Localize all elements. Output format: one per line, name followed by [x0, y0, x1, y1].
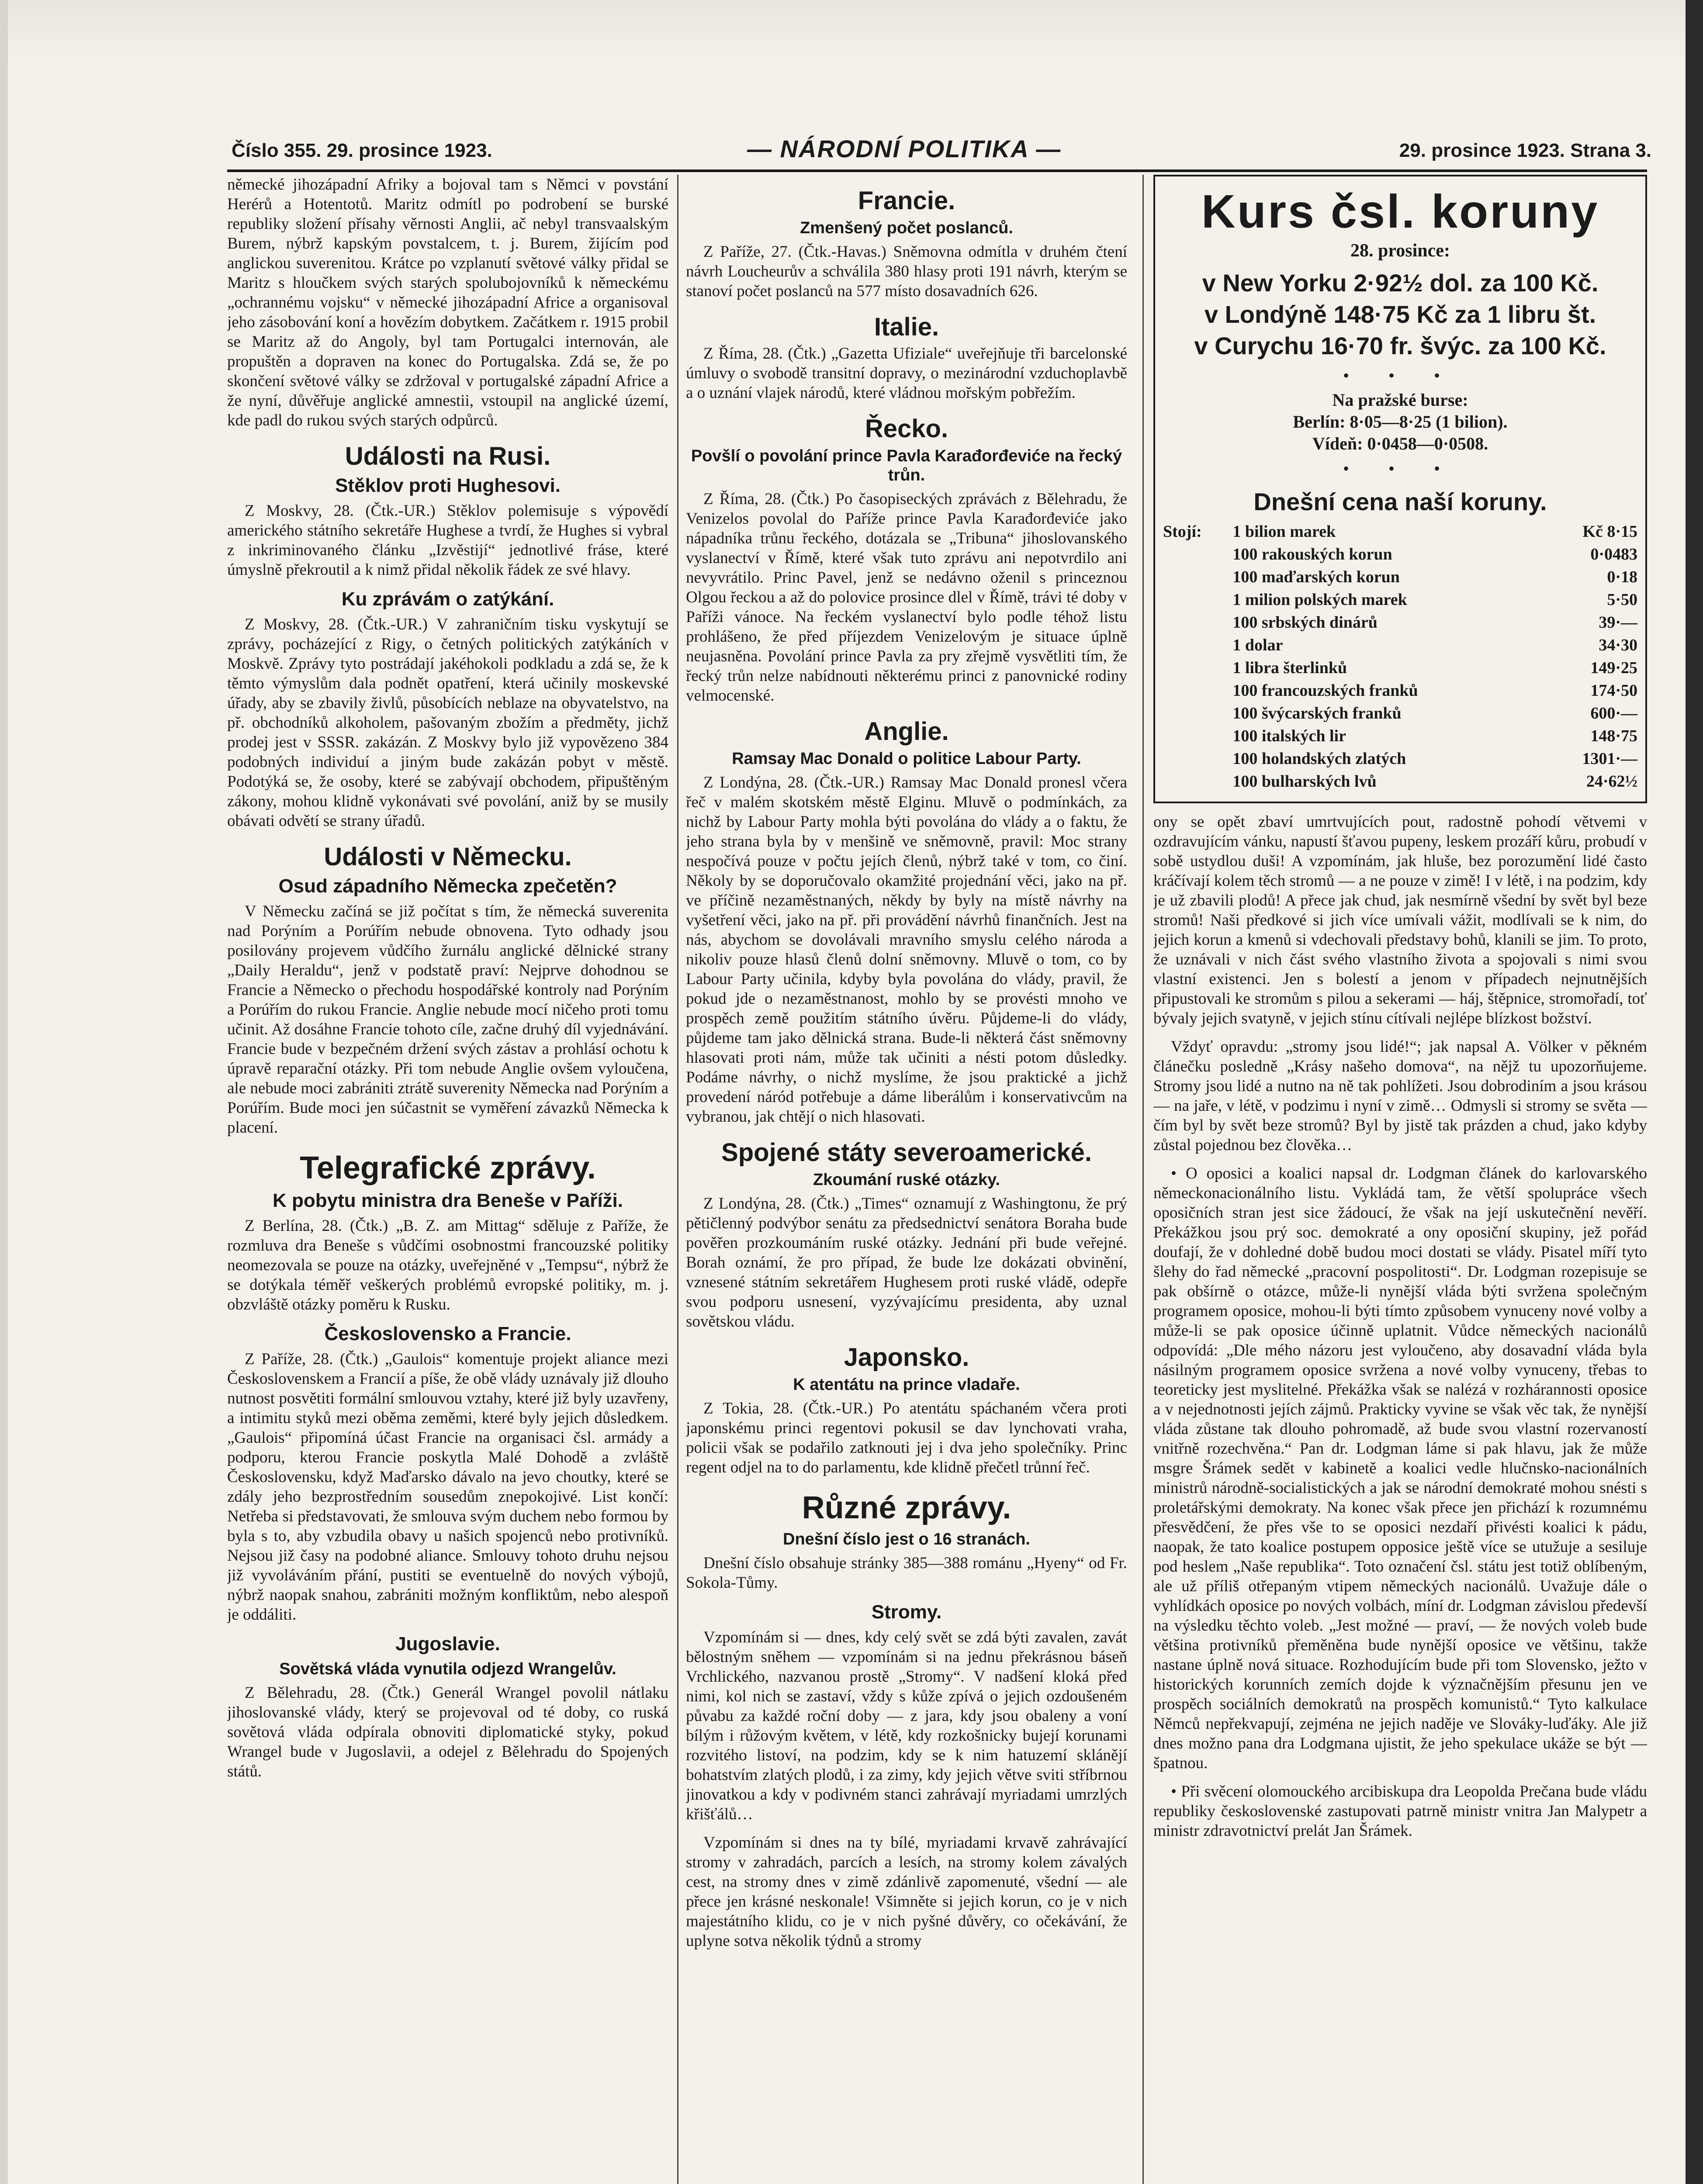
currency-value: 1301·— [1582, 750, 1637, 768]
kurs-ornament: • • • [1343, 459, 1457, 478]
column-separator [677, 175, 678, 2184]
article-ruska-otazka-text: Z Londýna, 28. (Čtk.) „Times“ oznamují z Washingtonu, že prý pětičlenný podvýbor senátu za předsednictví senátora Boraha bude pověřen prozkoumáním ruské otázky. Jednání při bude veřejné. Borah oznámí, že pro případ, že bude lze dokázati obvinění, vznesené státním sekretářem Hughesem proti ruské vládě, odepře svou podporu usnesení, vyzývajícímu presidenta, aby uznal sovětskou vládu. [686, 1195, 1127, 1330]
article-opozice-text: • O oposici a koalici napsal dr. Lodgman článek do karlovarského německonacionálního listu. Vykládá tam, že větší spolupráce všech oposičních stran jest sice žádoucí, že však na její uskutečnění nevěří. Překážkou jsou prý soc. demokraté a ony oposiční skupiny, jež pořád doufají, že v dohledné době budou moci dostati se vlády. Pisatel míří tyto šlehy do řad německé „pracovní pospolitosti“. Dr. Lodgman rozepisuje se pak obšírně o otázce, může-li nynější vláda býti svržena společným programem oposice, mohou-li býti tímto způsobem vynuceny nové volby a může-li se pak oposice účinně uplatnit. Vůdce německých nacionálů odpovídá: „Dle mého názoru jest vyloučeno, aby dosavadní vláda byla násilným programem oposice svržena a nové volby vynuceny, třebas to teoreticky jest myslitelné. Překážka však se nalézá v rozhárannosti oposice a v nejednotnosti jejích zájmů. Prakticky vyvine se však věc tak, že nynější vláda zůstane tak dlouho pohromadě, až bude svou vlastní rozervaností vnitřně rozechvěna.“ Pan dr. Lodgman láme si pak hlavu, jak že může msgre Šrámek sedět v kabinetě a koalici vedle hlučnsko-nacionálních ministrů národně-socialistických a jak se národní demokraté mohou snésti s proletářskými demokraty. Na konec však přece jen přichází k rozumnému přesvědčení, že přes vše to se oposici nezdaří přivésti koalici k pádu, naopak, že tato koalice postupem opposice ještě více se utužuje a sesiluje pod heslem „Naše republika“. Toto označení čsl. státu jest totiž oblíbeným, ale už příliš otřepaným vtipem německých nacionálů. Uvažuje dále o vyhlídkách oposice po nových volbách, míní dr. Lodgman závislou předevší na výsledku těchto voleb. „Jest možné — praví, — že nových voleb bude většina protivníků přeměněna bude nynější oposice ve většinu, takže nastane úplně nová situace. Rozhodujícím bude při tom Slovensko, ježto v historických korunních zemích dojde k význačnějším přesunu jen ve prospěch sociálních demokratů na prospěch komunistů.“ Tyto kalkulace Němců nepřekvapují, zejména ne jejich naděje ve Slováky-luďáky. Ale již dnes možno pana dra Lodgmana ujistit, že jeho spekulace ukáže se být — špatnou. [1153, 1165, 1647, 1772]
page-header [232, 131, 1651, 170]
header-page-number: 29. prosince 1923. Strana 3. [1399, 140, 1651, 161]
article-title-steklov: Stěklov proti Hughesovi. [335, 475, 561, 496]
article-title-ruska-otazka: Zkoumání ruské otázky. [813, 1171, 1000, 1189]
article-maritz-text: německé jihozápadní Afriky a bojoval tam s Němci v povstání Herérů a Hotentotů. Maritz odmítl po podrobení se burské republiky složení přísahy věrnosti Anglii, ač nebyl transvaalským Burem, nýbrž kapským povstalcem, t. j. Burem, žijícím pod anglickou suverenitou. Krátce po vzplanutí světové války přidal se Maritz s hloučkem svých starých spolubojovníků k německému „ochrannému vojsku“ v německé jihozápadní Africe a organisoval jeho zásobování koní a hovězím dobytkem. Začátkem r. 1915 probil se Maritz až do Angoly, byl tam Portugalci internován, ale propuštěn a dopraven na konec do Portugalska. Zdá se, že po skončení světové války se zdržoval v portugalské západní Africe a že nyní, důvěřuje anglické amnestii, vstoupil na anglické území, kde padl do rukou svých starých odpůrců. [227, 176, 668, 429]
currency-row [1161, 611, 1639, 634]
currency-value: 174·50 [1590, 681, 1637, 700]
currency-stoji-label [1161, 588, 1231, 611]
currency-label: 1 dolar [1232, 636, 1283, 654]
currency-value: 600·— [1590, 704, 1637, 722]
article-precan-text: • Při svěcení olomouckého arcibiskupa dra Leopolda Prečana bude vládu republiky československé zastupovati patrně ministr vnitra Jan Malypetr a ministr zdravotnictví prelát Jan Šrámek. [1153, 1783, 1647, 1840]
currency-stoji-label [1161, 747, 1231, 770]
section-title-recko: Řecko. [865, 415, 948, 443]
scan-left-edge [0, 0, 8, 2184]
header-masthead: — NÁRODNÍ POLITIKA — [747, 135, 1062, 162]
article-16-stran-text: Dnešní číslo obsahuje stránky 385—388 románu „Hyeny“ od Fr. Sokola-Tůmy. [686, 1554, 1127, 1592]
currency-label: 100 italských lir [1232, 727, 1346, 745]
article-title-princ-pavel: Povšlí o povolání prince Pavla Karađorđeviće na řecký trůn. [691, 447, 1122, 484]
exchange-rate-box [1153, 175, 1647, 803]
section-title-jugoslavie: Jugoslavie. [395, 1633, 500, 1655]
article-title-zatykani: Ku zprávám o zatýkání. [341, 588, 554, 610]
currency-stoji-label [1161, 543, 1231, 566]
currency-row [1161, 543, 1639, 566]
article-zatykani-text: Z Moskvy, 28. (Čtk.-UR.) V zahraničním tisku vyskytují se zprávy, pocházející z Rigy, o četných politických zatýkáních v Moskvě. Zprávy tyto postrádají jakéhokoli podkladu a zdá se, že k těmto výmyslům dala podnět opatření, která učinily moskevské úřady, aby se zbavily živlů, působících neblaze na obyvatelstvo, na př. obchodníků alkoholem, pašovaným zbožím a předměty, jichž prodej jest v SSSR. zakázán. Z Moskvy bylo již vypovězeno 384 podobných individuí a jiným bude zakázán pobyt v městě. Podotýká se, že osoby, které se zabývají obchodem, připuštěným zákony, mohou klidně vykonávati své povolání, aniž by se musily obávati odvětí se strany úřadů. [227, 615, 668, 830]
currency-row [1161, 725, 1639, 747]
kurs-berlin: Berlín: 8·05—8·25 (1 bilion). [1293, 412, 1508, 432]
currency-row [1161, 566, 1639, 588]
currency-value: 24·62½ [1586, 772, 1637, 791]
article-osud-text: V Německu začíná se již počítat s tím, že německá suverenita nad Porýním a Porúřím nebude obnovena. Tyto odhady jsou posilovány projevem vůdčího žurnálu anglické dělnické strany „Daily Heraldu“, jenž v podstatě praví: Nejprve dohodnou se Francie a Německo o přechodu hospodářské kontroly nad Porýním a Porúřím do rukou Francie. Anglie nebude mocí ničeho proti tomu učinit. Až dosáhne Francie tohoto cíle, začne druhý díl vyjednávání. Francie bude v bezpečném držení svých zástav a prohlásí ochotu k úpravě reparační otázky. Při tom nebude Anglie ovšem vyloučena, ale nebude moci zabrániti ztrátě suverenity Německa nad Porýním a Porúřím. Bude moci jen súčastnit se vyměření závazků Německa k placení. [227, 902, 668, 1137]
article-title-benes: K pobytu ministra dra Beneše v Paříži. [272, 1190, 623, 1211]
currency-table [1161, 520, 1639, 793]
currency-label: 1 bilion marek [1232, 522, 1336, 541]
column-1 [227, 175, 668, 2184]
currency-value: Kč 8·15 [1582, 522, 1637, 541]
article-italie-text: Z Říma, 28. (Čtk.) „Gazetta Ufiziale“ uveřejňuje tři barcelonské úmluvy o svobodě transitní dopravy, o mezinárodní vzduchoplavbě a o uznání vlajek národů, které vládnou mořským pobřežím. [686, 345, 1127, 402]
kurs-viden: Vídeň: 0·0458—0·0508. [1312, 434, 1488, 453]
currency-label: 100 srbských dinárů [1232, 613, 1378, 632]
article-wrangel-text: Z Bělehradu, 28. (Čtk.) Generál Wrangel povolil nátlaku jihoslovanské vlády, který se projevoval od té doby, co ruská sovětová vláda odpírala obnoviti diplomatické styky, pokud Wrangel bude v Jugoslavii, a odejel z Bělehradu do Spojených států. [227, 1684, 668, 1780]
scan-top-edge [0, 0, 1703, 66]
section-title-nemecko: Události v Německu. [324, 843, 572, 871]
currency-stoji-label [1161, 634, 1231, 657]
currency-row [1161, 702, 1639, 725]
currency-stoji-label: Stojí: [1163, 522, 1202, 541]
currency-stoji-label [1161, 566, 1231, 588]
article-title-poslanci: Zmenšený počet poslanců. [800, 219, 1013, 237]
section-title-anglie: Anglie. [864, 717, 949, 746]
currency-stoji-label [1161, 679, 1231, 702]
section-title-japonsko: Japonsko. [844, 1343, 969, 1372]
currency-label: 100 holandských zlatých [1232, 750, 1406, 768]
currency-row [1161, 657, 1639, 679]
currency-row [1161, 747, 1639, 770]
article-atentat-text: Z Tokia, 28. (Čtk.-UR.) Po atentátu spáchaném včera proti japonskému princi regentovi pokusil se dav lynchovati vraha, policii však se podařilo zatknouti jej i dva jeho společníky. Princ regent odjel na to do parlamentu, kde klidně přečetl trůnní řeč. [686, 1400, 1127, 1476]
kurs-rate-london: v Londýně 148·75 Kč za 1 libru št. [1204, 301, 1596, 328]
currency-label: 100 švýcarských franků [1232, 704, 1402, 722]
section-title-ruzne: Různé zprávy. [802, 1490, 1011, 1525]
currency-row [1161, 770, 1639, 793]
currency-value: 148·75 [1590, 727, 1637, 745]
article-stromy-continued: Vždyť opravdu: „stromy jsou lidé!“; jak napsal A. Völker v pěkném článečku posledně „Krásy našeho domova“, na nějž tu upozorňujeme. Stromy jsou lidé a nutno na ně tak pohlížeti. Jsou dobrodiním a jsou krásou — na jaře, v létě, v podzimu i nyní v zimě… Odmysli si stromy se světa — čím byl by svět beze stromů? Byl by jistě tak prázden a chud, jako kdyby zůstal pojednou bez člověka… [1153, 1038, 1647, 1154]
currency-stoji-label [1161, 657, 1231, 679]
column-separator [1142, 175, 1144, 2184]
article-title-atentat: K atentátu na prince vladaře. [793, 1375, 1020, 1394]
kurs-date: 28. prosince: [1350, 241, 1450, 261]
currency-row [1161, 634, 1639, 657]
currency-label: 1 libra šterlinků [1232, 659, 1347, 677]
currency-value: 39·— [1599, 613, 1637, 632]
currency-row [1161, 679, 1639, 702]
article-title-wrangel: Sovětská vláda vynutila odjezd Wrangelův. [279, 1660, 616, 1678]
currency-value: 0·18 [1607, 568, 1637, 586]
article-benes-text: Z Berlína, 28. (Čtk.) „B. Z. am Mittag“ sděluje z Paříže, že rozmluva dra Beneše s vůdčími osobnostmi francouzské politiky neomezovala se pouze na otázky, uveřejněné v „Tempsu“, nýbrž že se dotýkala téměř veškerých problémů evropské politiky, m. j. obzvláště otázky poměru k Rusku. [227, 1217, 668, 1313]
column-3 [1153, 175, 1647, 2184]
article-title-csfr: Československo a Francie. [324, 1323, 571, 1344]
section-title-usa: Spojené státy severoamerické. [721, 1138, 1092, 1167]
kurs-rate-newyork: v New Yorku 2·92½ dol. za 100 Kč. [1202, 269, 1599, 297]
currency-value: 5·50 [1607, 591, 1637, 609]
currency-value: 0·0483 [1590, 545, 1637, 563]
currency-label: 100 bulharských lvů [1232, 772, 1377, 791]
kurs-rate-zurich: v Curychu 16·70 fr. švýc. za 100 Kč. [1194, 332, 1606, 359]
kurs-burse-label: Na pražské burse: [1332, 390, 1468, 410]
currency-row [1161, 520, 1639, 543]
article-stromy-text: Vzpomínám si dnes na ty bílé, myriadami krvavě zahrávající stromy v zahradách, parcích a lesích, na stromy kolem závalých cest, na stromy dnes v zimě zdánlivě zapomenuté, všední — ale přece jen krásné neskonale! Všimněte si jejich korun, co je v nich majestátního klidu, co je v nich pyšné důvěry, co očekávání, že uplyne sotva několik týdnů a stromy [686, 1834, 1127, 1950]
section-title-italie: Italie. [874, 313, 939, 341]
currency-stoji-label [1161, 770, 1231, 793]
currency-stoji-label [1161, 702, 1231, 725]
currency-label: 100 rakouských korun [1232, 545, 1392, 563]
currency-label: 100 maďarských korun [1232, 568, 1400, 586]
kurs-title: Kurs čsl. koruny [1201, 185, 1599, 238]
currency-label: 1 milion polských marek [1232, 591, 1407, 609]
article-stromy-text: Vzpomínám si — dnes, kdy celý svět se zdá býti zavalen, zavát bělostným sněhem — vzpomínám si na jednu překrásnou báseň Vrchlického, nazvanou prostě „Stromy“. V nadšení kloká před nimi, kol nich se zastaví, vždy s kůže zpívá o jejich ozdoušeném půvabu za každé roční doby — z jara, kdy jsou obaleny a voní bílým i růžovým květem, v létě, kdy rozkošnicky bujejí korunami rozvitého listoví, na podzim, kdy se k nim hatuzemí sklánějí bohatstvím zlatých plodů, i za zimy, kdy jejich větve sviti stříbrnou jinovatkou a kdy v podivném stanci zahrávají myriadami umrzlých křišťálů… [686, 1628, 1127, 1823]
currency-row [1161, 588, 1639, 611]
header-rule [227, 169, 1647, 172]
article-stromy-continued: ony se opět zbaví umrtvujících pout, radostně pohodí větvemi v ozdravujícím vánku, napustí šťavou pupeny, leskem prozáří kůru, probudí v sobě ustydlou duši! A vzpomínám, jak hluše, bez porozumění lidé často kráčívají kolem těch stromů — a ne pouze v zimě! I v létě, i na podzim, kdy je už zbavili plodů! A přece jak chud, jak nesmírně všední by svět byl beze stromů! Naši předkové si jich více umívali vážit, modlívali se k nim, do jejich korun a kmenů si vdechovali představy bohů, klanili se jim. To proto, že uznávali v nich část svého vlastního života a spojovali s nimi svou vlastní existenci. Jen s bolestí a jenom v případech nejnutnějších připustovali ke stromům s pilou a sekerami — háj, štěpnice, stromořadí, toť bývaly jejich svatyně, v jejich stínu cítívali nejlépe blízkost božství. [1153, 813, 1647, 1027]
section-title-francie: Francie. [858, 187, 955, 215]
kurs-dnesni-cena: Dnešní cena naší koruny. [1253, 488, 1547, 515]
section-title-rusi: Události na Rusi. [345, 442, 551, 470]
currency-stoji-label [1161, 611, 1231, 634]
currency-stoji-label [1161, 725, 1231, 747]
currency-label: 100 francouzských franků [1232, 681, 1418, 700]
kurs-ornament: • • • [1343, 366, 1457, 385]
article-title-macdonald: Ramsay Mac Donald o politice Labour Party. [732, 750, 1081, 768]
section-title-telegraficke: Telegrafické zprávy. [300, 1151, 596, 1185]
scan-right-edge [1686, 0, 1703, 2184]
article-princ-pavel-text: Z Říma, 28. (Čtk.) Po časopiseckých zprávách z Bělehradu, že Venizelos povolal do Paříže prince Pavla Karađorđeviće jako nápadníka trůnu řeckého, dotázala se „Tribuna“ jihoslovanského vyslanectví v Římě, které však tuto zprávu ani nepotvrdilo ani nevyvrátilo. Princ Pavel, jenž se nedávno oženil s princeznou Olgou řeckou a až do polovice prosince dlel v Římě, trávi té doby v Paříži vánoce. Na řeckém vyslanectví bylo podle téhož listu prohlášeno, že před příjezdem Venizelovým je situace úplně neujasněna. Povolání prince Pavla za pry zřejmě vysvětliti tím, že řecký trůn nelze nabídnouti některému princi z panovnické rodiny velmocenské. [686, 490, 1127, 705]
currency-value: 34·30 [1599, 636, 1637, 654]
currency-value: 149·25 [1590, 659, 1637, 677]
header-issue: Číslo 355. 29. prosince 1923. [232, 140, 492, 161]
article-title-16-stran: Dnešní číslo jest o 16 stranách. [783, 1530, 1030, 1548]
column-2 [686, 175, 1127, 2184]
article-title-osud: Osud západního Německa zpečetěn? [278, 875, 617, 897]
article-macdonald-text: Z Londýna, 28. (Čtk.-UR.) Ramsay Mac Donald pronesl včera řeč v malém skotském městě Elginu. Mluvě o podmínkách, za nichž by Labour Party mohla býti povolána do vlády a o faktu, že jeho strana byla by v menšině ve sněmovně, pravil: Moc strany nespočívá pouze v počtu jejích členů, nýbrž také v tom, co činí. Několy by se doporučovalo okamžité projednání věci, jako na př. ve příčině nezaměstnaných, někdy by byly na místě návrhy na vyšetření věci, jako na př. při provádění návrhů finančních. Jest na nás, abychom se dovolávali mravního smyslu celého národa a nikoliv pouze hlasů členů dolní sněmovny. Mluvě o tom, co by Labour Party učinila, kdyby byla povolána do vlády, pravil, že pokud jde o nezaměstnanost, mohlo by se provésti mnoho ve prospěch země použitím státního úvěru. Půjdeme-li do vlády, půjdeme tam jako dělnická strana. Bude-li některá část sněmovny hlasovati proti nám, může tak učiniti a nésti potom důsledky. Podáme návrhy, o nichž myslíme, že jsou praktické a jichž provedení náród potřebuje a dáme liberálům i konservativcům na vybranou, jak chtějí o nich hlasovati. [686, 774, 1127, 1126]
article-title-stromy: Stromy. [871, 1601, 942, 1623]
article-steklov-text: Z Moskvy, 28. (Čtk.-UR.) Stěklov polemisuje s výpovědí amerického státního sekretáře Hughese a tvrdí, že Hughes si vybral z inkriminovaného článku „Izvěstijí“ jednotlivé fráse, které úmyslně překroutil a k nimž přidal několik řádek ze své hlavy. [227, 502, 668, 579]
article-poslanci-text: Z Paříže, 27. (Čtk.-Havas.) Sněmovna odmítla v druhém čtení návrh Loucheurův a schválila 380 hlasy proti 191 návrh, kterým se stanoví počet poslanců na 577 místo dosavadních 626. [686, 243, 1127, 300]
article-csfr-text: Z Paříže, 28. (Čtk.) „Gaulois“ komentuje projekt aliance mezi Československem a Francií a píše, že obě vlády uznávaly již dlouho nutnost posvětiti formální smlouvou vztahy, které již byly uzavřeny, a intimitu styků mezi oběma zeměmi, které byly jejich důsledkem. „Gaulois“ připomíná účast Francie na organisaci čsl. armády a podporu, kterou Francie poskytla Malé Dohodě a zvláště Československu, když Maďarsko dávalo na jevo choutky, které se zdály jeho bezprostředním sousedům znepokojivé. List končí: Netřeba si představovati, že smlouva svým duchem nebo formou by byla s to, aby vzbudila obavy u našich spojenců nebo protivníků. Nejsou již časy na podobné aliance. Smlouvy tohoto druhu nejsou již vyvoláváním přání, pustiti se eventuelně do nových výbojů, nýbrž naopak snahou, zabrániti možným konfliktům, nebo alespoň je oddáliti. [227, 1350, 668, 1624]
